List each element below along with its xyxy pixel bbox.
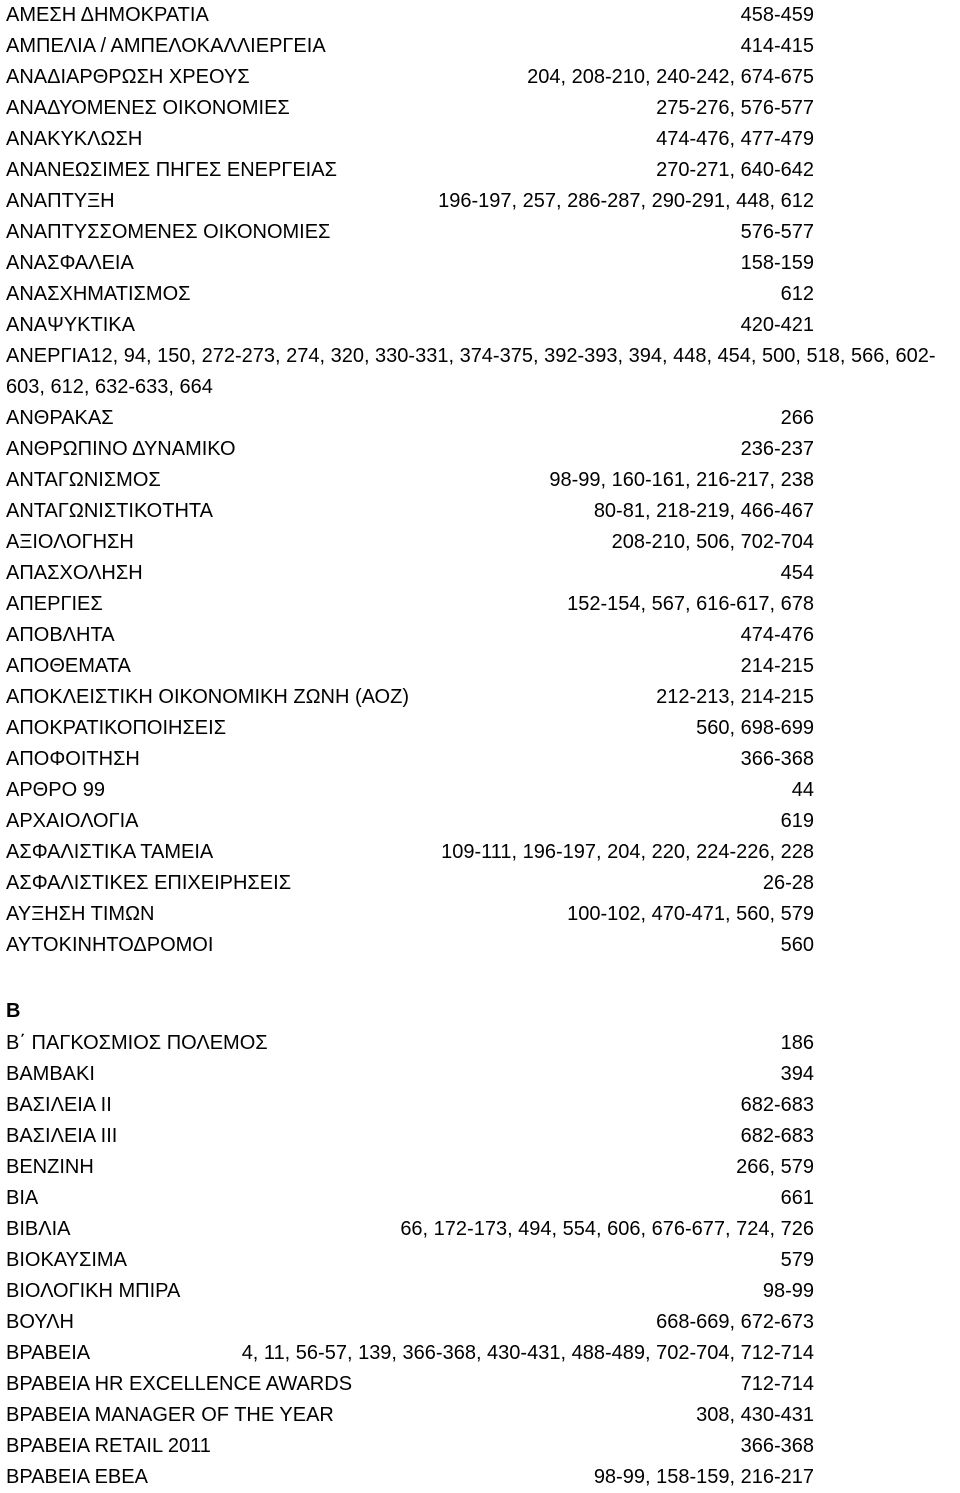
entry-term: ΑΝΑΣΧΗΜΑΤΙΣΜΟΣ (6, 283, 191, 305)
index-entry (6, 1090, 960, 1121)
entry-term: ΒΡΑΒΕΙΑ HR EXCELLENCE AWARDS (6, 1373, 353, 1395)
entry-term: ΑΝΑΔΙΑΡΘΡΩΣΗ ΧΡΕΟΥΣ (6, 66, 250, 88)
entry-pages: 204, 208-210, 240-242, 674-675 (527, 66, 814, 88)
entry-pages: 66, 172-173, 494, 554, 606, 676-677, 724, 726 (400, 1218, 814, 1240)
entry-pages: 474-476 (740, 624, 814, 646)
index-entry (6, 775, 960, 806)
index-entry (6, 1059, 960, 1090)
entry-term: ΒΡΑΒΕΙΑ MANAGER OF THE YEAR (6, 1404, 334, 1426)
entry-term: ΑΠΟΘΕΜΑΤΑ (6, 655, 131, 677)
index-entry (6, 651, 960, 682)
entry-term: ΑΝΑΝΕΩΣΙΜΕΣ ΠΗΓΕΣ ΕΝΕΡΓΕΙΑΣ (6, 159, 337, 181)
entry-term: ΒΑΜΒΑΚΙ (6, 1063, 95, 1085)
entry-term: ΑΠΟΒΛΗΤΑ (6, 624, 115, 646)
index-entry (6, 1152, 960, 1183)
entry-pages: 196-197, 257, 286-287, 290-291, 448, 612 (438, 190, 814, 212)
index-group-a (6, 0, 960, 341)
entry-pages: 579 (780, 1249, 814, 1271)
index-entry (6, 527, 960, 558)
entry-pages: 682-683 (740, 1125, 814, 1147)
entry-term: ΑΥΞΗΣΗ ΤΙΜΩΝ (6, 903, 155, 925)
index-entry (6, 155, 960, 186)
entry-term: ΑΜΠΕΛΙΑ / ΑΜΠΕΛΟΚΑΛΛΙΕΡΓΕΙΑ (6, 35, 326, 57)
index-entry (6, 713, 960, 744)
index-entry (6, 558, 960, 589)
index-entry (6, 806, 960, 837)
entry-term: ΒΙΑ (6, 1187, 39, 1209)
entry-term: ΒΕΝΖΙΝΗ (6, 1156, 94, 1178)
index-entry (6, 1183, 960, 1214)
entry-term: ΑΥΤΟΚΙΝΗΤΟΔΡΟΜΟΙ (6, 934, 214, 956)
entry-pages: 458-459 (740, 4, 814, 26)
entry-pages: 308, 430-431 (696, 1404, 814, 1426)
index-entry (6, 93, 960, 124)
entry-term: ΒΙΟΛΟΓΙΚΗ ΜΠΙΡΑ (6, 1280, 181, 1302)
entry-pages: 474-476, 477-479 (656, 128, 814, 150)
entry-pages: 44 (791, 779, 814, 801)
entry-pages: 366-368 (740, 748, 814, 770)
index-entry (6, 186, 960, 217)
index-entry (6, 589, 960, 620)
entry-pages: 109-111, 196-197, 204, 220, 224-226, 228 (441, 841, 814, 863)
index-entry (6, 620, 960, 651)
index-entry (6, 1121, 960, 1152)
entry-pages: 712-714 (740, 1373, 814, 1395)
entry-pages: 560 (780, 934, 814, 956)
index-entry (6, 1338, 960, 1369)
entry-term: ΑΝΑΣΦΑΛΕΙΑ (6, 252, 134, 274)
index-entry (6, 248, 960, 279)
subject-index (6, 0, 960, 1493)
index-entry (6, 496, 960, 527)
index-entry (6, 1276, 960, 1307)
index-entry (6, 744, 960, 775)
index-entry (6, 930, 960, 961)
entry-pages: 98-99, 160-161, 216-217, 238 (549, 469, 814, 491)
entry-pages: 619 (780, 810, 814, 832)
entry-term: ΒΑΣΙΛΕΙΑ ΙΙ (6, 1094, 112, 1116)
entry-term: ΒΟΥΛΗ (6, 1311, 74, 1333)
index-entry (6, 465, 960, 496)
entry-term: ΑΠΟΦΟΙΤΗΣΗ (6, 748, 140, 770)
entry-pages: 661 (780, 1187, 814, 1209)
entry-pages: 98-99, 158-159, 216-217 (593, 1466, 814, 1488)
entry-pages: 612 (780, 283, 814, 305)
entry-pages: 98-99 (762, 1280, 814, 1302)
index-entry (6, 310, 960, 341)
entry-term: ΑΣΦΑΛΙΣΤΙΚΑ ΤΑΜΕΙΑ (6, 841, 214, 863)
entry-pages: 454 (780, 562, 814, 584)
entry-term: ΑΠΟΚΡΑΤΙΚΟΠΟΙΗΣΕΙΣ (6, 717, 227, 739)
index-entry (6, 31, 960, 62)
entry-term: ΒΙΟΚΑΥΣΙΜΑ (6, 1249, 127, 1271)
entry-term: ΒΡΑΒΕΙΑ RETAIL 2011 (6, 1435, 211, 1457)
index-entry (6, 1369, 960, 1400)
entry-pages: 12, 94, 150, 272-273, 274, 320, 330-331, 374-375, 392-393, 394, 448, 454, 500, 518, 566, 602-603, 612, 632-633, 664 (6, 345, 936, 398)
index-group-a-continued (6, 403, 960, 961)
index-entry (6, 403, 960, 434)
index-entry (6, 1462, 960, 1493)
entry-term: Β΄ ΠΑΓΚΟΣΜΙΟΣ ΠΟΛΕΜΟΣ (6, 1032, 268, 1054)
entry-pages: 208-210, 506, 702-704 (611, 531, 814, 553)
entry-term: ΑΝΤΑΓΩΝΙΣΜΟΣ (6, 469, 161, 491)
index-entry (6, 1307, 960, 1338)
entry-pages: 275-276, 576-577 (656, 97, 814, 119)
entry-pages: 214-215 (740, 655, 814, 677)
entry-pages: 270-271, 640-642 (656, 159, 814, 181)
index-entry-wrapped (6, 341, 960, 403)
index-entry (6, 434, 960, 465)
index-entry (6, 837, 960, 868)
index-entry (6, 1245, 960, 1276)
entry-pages: 420-421 (740, 314, 814, 336)
entry-pages: 682-683 (740, 1094, 814, 1116)
index-entry (6, 124, 960, 155)
entry-term: ΑΝΑΚΥΚΛΩΣΗ (6, 128, 143, 150)
entry-pages: 152-154, 567, 616-617, 678 (567, 593, 814, 615)
entry-term: ΒΙΒΛΙΑ (6, 1218, 71, 1240)
index-entry (6, 1214, 960, 1245)
entry-pages: 158-159 (740, 252, 814, 274)
entry-pages: 266 (780, 407, 814, 429)
entry-pages: 80-81, 218-219, 466-467 (593, 500, 814, 522)
entry-term: ΑΜΕΣΗ ΔΗΜΟΚΡΑΤΙΑ (6, 4, 209, 26)
index-entry (6, 1431, 960, 1462)
entry-pages: 266, 579 (736, 1156, 814, 1178)
index-entry (6, 868, 960, 899)
entry-term: ΑΠΕΡΓΙΕΣ (6, 593, 103, 615)
index-group-b (6, 1028, 960, 1493)
entry-pages: 212-213, 214-215 (656, 686, 814, 708)
entry-pages: 26-28 (762, 872, 814, 894)
entry-pages: 366-368 (740, 1435, 814, 1457)
entry-term: ΑΝΘΡΩΠΙΝΟ ΔΥΝΑΜΙΚΟ (6, 438, 236, 460)
entry-flow (6, 341, 960, 403)
entry-pages: 4, 11, 56-57, 139, 366-368, 430-431, 488-489, 702-704, 712-714 (241, 1342, 814, 1364)
index-entry (6, 0, 960, 31)
index-entry (6, 682, 960, 713)
entry-term: ΑΝΑΔΥΟΜΕΝΕΣ ΟΙΚΟΝΟΜΙΕΣ (6, 97, 290, 119)
entry-term: ΑΝΑΠΤΥΞΗ (6, 190, 115, 212)
entry-term: ΑΡΘΡΟ 99 (6, 779, 105, 801)
entry-pages: 414-415 (740, 35, 814, 57)
entry-term: ΑΝΑΠΤΥΣΣΟΜΕΝΕΣ ΟΙΚΟΝΟΜΙΕΣ (6, 221, 331, 243)
entry-term: ΑΞΙΟΛΟΓΗΣΗ (6, 531, 134, 553)
entry-term: ΑΝΑΨΥΚΤΙΚΑ (6, 314, 135, 336)
entry-term: ΒΡΑΒΕΙΑ ΕΒΕΑ (6, 1466, 148, 1488)
index-entry (6, 217, 960, 248)
entry-pages: 668-669, 672-673 (656, 1311, 814, 1333)
entry-pages: 560, 698-699 (696, 717, 814, 739)
section-letter-heading: Β (6, 1000, 21, 1022)
entry-pages: 394 (780, 1063, 814, 1085)
entry-pages: 186 (780, 1032, 814, 1054)
entry-term: ΑΝΕΡΓΙΑ (6, 345, 91, 367)
entry-term: ΑΣΦΑΛΙΣΤΙΚΕΣ ΕΠΙΧΕΙΡΗΣΕΙΣ (6, 872, 292, 894)
entry-pages: 576-577 (740, 221, 814, 243)
entry-term: ΒΑΣΙΛΕΙΑ ΙΙΙ (6, 1125, 118, 1147)
index-entry (6, 62, 960, 93)
entry-term: ΑΡΧΑΙΟΛΟΓΙΑ (6, 810, 139, 832)
entry-pages: 236-237 (740, 438, 814, 460)
entry-pages: 100-102, 470-471, 560, 579 (567, 903, 814, 925)
entry-term: ΑΠΑΣΧΟΛΗΣΗ (6, 562, 143, 584)
index-entry (6, 1028, 960, 1059)
entry-term: ΒΡΑΒΕΙΑ (6, 1342, 91, 1364)
index-entry (6, 899, 960, 930)
index-entry (6, 279, 960, 310)
index-entry (6, 1400, 960, 1431)
entry-term: ΑΝΘΡΑΚΑΣ (6, 407, 114, 429)
entry-term: ΑΝΤΑΓΩΝΙΣΤΙΚΟΤΗΤΑ (6, 500, 213, 522)
entry-term: ΑΠΟΚΛΕΙΣΤΙΚΗ ΟΙΚΟΝΟΜΙΚΗ ΖΩΝΗ (ΑΟΖ) (6, 686, 409, 708)
